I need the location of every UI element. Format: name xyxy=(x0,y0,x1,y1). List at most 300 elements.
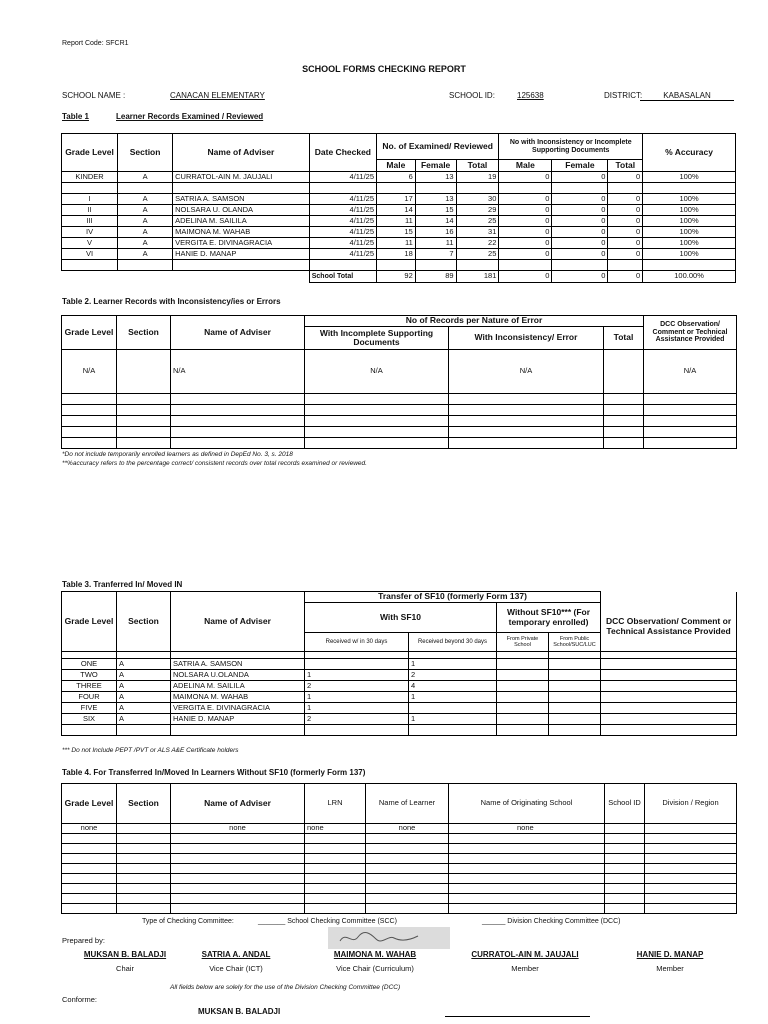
table1-label: Table 1 xyxy=(62,112,89,121)
t4-empty-cell xyxy=(645,854,737,864)
conforme-name: MUKSAN B. BALADJI xyxy=(198,1007,281,1016)
prepared-by-label: Prepared by: xyxy=(62,936,105,945)
t2-cell-inconsistency: N/A xyxy=(449,350,604,394)
dcc-note: All fields below are solely for the use of the Division Checking Committee (DCC) xyxy=(170,984,401,991)
t4-empty-cell xyxy=(171,894,305,904)
t1-row xyxy=(62,249,736,260)
t4-empty-cell xyxy=(305,884,366,894)
t3-row xyxy=(62,659,737,670)
t2-empty-cell xyxy=(644,438,737,449)
handwritten-signature xyxy=(328,927,450,949)
t1-cell-total: 30 xyxy=(456,194,499,205)
t1-total-i-male: 0 xyxy=(499,271,552,283)
t1-cell-adviser: VERGITA E. DIVINAGRACIA xyxy=(173,238,310,249)
t4-empty-cell xyxy=(117,864,171,874)
t1-cell-i-female: 0 xyxy=(552,227,608,238)
t1-cell-i-total: 0 xyxy=(608,227,643,238)
t1-cell-section: A xyxy=(118,227,173,238)
t1-cell-acc: 100% xyxy=(643,194,736,205)
t2-empty-cell xyxy=(117,394,171,405)
t1-cell-date: 4/11/25 xyxy=(309,216,376,227)
t4-empty-cell xyxy=(305,844,366,854)
signatory-3-role: Vice Chair (Curriculum) xyxy=(336,964,414,973)
t1-cell-i-male: 0 xyxy=(499,205,552,216)
t1-cell-section: A xyxy=(118,205,173,216)
t1-cell-female xyxy=(415,183,456,194)
t4-empty-cell xyxy=(171,844,305,854)
t3-empty-cell xyxy=(549,659,601,670)
t1-cell-i-total: 0 xyxy=(608,216,643,227)
t3-header-received30: Received w/ in 30 days xyxy=(305,633,409,652)
t1-cell-date: 4/11/25 xyxy=(309,249,376,260)
t4-empty-cell xyxy=(449,904,605,914)
t1-cell-adviser: SATRIA A. SAMSON xyxy=(173,194,310,205)
t1-cell-acc: 100% xyxy=(643,249,736,260)
t1-cell-male: 11 xyxy=(377,238,416,249)
table2-note1: *Do not include temporarily enrolled learners as defined in DepEd No. 3, s. 2018 xyxy=(62,451,293,458)
t1-cell-male: 6 xyxy=(377,172,416,183)
t3-empty-cell xyxy=(601,692,737,703)
t4-empty-cell xyxy=(605,904,645,914)
t1-cell-grade xyxy=(62,183,118,194)
t1-cell-i-total xyxy=(608,183,643,194)
t2-cell-grade: N/A xyxy=(62,350,117,394)
t2-empty-cell xyxy=(171,438,305,449)
t1-header-i-total: Total xyxy=(608,160,643,172)
report-code: Report Code: SFCR1 xyxy=(62,40,129,47)
t1-cell-i-total: 0 xyxy=(608,238,643,249)
t4-empty-cell xyxy=(366,884,449,894)
t1-cell-female: 7 xyxy=(415,249,456,260)
t1-cell-female: 13 xyxy=(415,194,456,205)
t4-empty-cell xyxy=(117,874,171,884)
t4-empty-row xyxy=(62,884,737,894)
t4-empty-cell xyxy=(171,864,305,874)
t1-cell-acc: 100% xyxy=(643,205,736,216)
conforme-label: Conforme: xyxy=(62,995,98,1004)
t2-cell-incomplete: N/A xyxy=(305,350,449,394)
t1-cell-acc: 100% xyxy=(643,216,736,227)
t3-cell-r30: 1 xyxy=(305,670,409,681)
t4-empty-cell xyxy=(171,834,305,844)
t1-cell-i-male: 0 xyxy=(499,216,552,227)
t4-cell-origin: none xyxy=(449,824,605,834)
t1-header-i-female: Female xyxy=(552,160,608,172)
t2-empty-cell xyxy=(604,427,644,438)
t3-cell-grade: SIX xyxy=(62,714,117,725)
t3-cell-beyond: 1 xyxy=(409,692,497,703)
t4-empty-row xyxy=(62,864,737,874)
t2-empty-cell xyxy=(171,405,305,416)
t1-cell-male: 17 xyxy=(377,194,416,205)
t4-header-adviser: Name of Adviser xyxy=(171,784,305,824)
t1-header-inconsistency: No with Inconsistency or Incomplete Supporting Documents xyxy=(499,134,643,160)
t2-empty-cell xyxy=(305,416,449,427)
conforme-signature-line xyxy=(445,1016,590,1017)
t1-cell-date: 4/11/25 xyxy=(309,238,376,249)
t1-cell-grade: II xyxy=(62,205,118,216)
t3-header-public: From Public School/SUC/LUC xyxy=(549,633,601,652)
t4-header-lrn: LRN xyxy=(305,784,366,824)
t4-cell-grade: none xyxy=(62,824,117,834)
t2-header-grade: Grade Level xyxy=(62,316,117,350)
t1-cell-section: A xyxy=(118,194,173,205)
t1-cell-acc xyxy=(643,183,736,194)
t4-empty-cell xyxy=(305,904,366,914)
t2-cell-adviser: N/A xyxy=(171,350,305,394)
t4-empty-cell xyxy=(366,894,449,904)
t2-cell-dcc: N/A xyxy=(644,350,737,394)
t1-cell-adviser xyxy=(173,183,310,194)
t1-cell-adviser: HANIE D. MANAP xyxy=(173,249,310,260)
t4-cell-learner: none xyxy=(366,824,449,834)
t4-empty-cell xyxy=(605,844,645,854)
t1-row xyxy=(62,216,736,227)
t3-header-with: With SF10 xyxy=(305,603,497,633)
t4-empty-cell xyxy=(449,894,605,904)
t1-cell-i-total: 0 xyxy=(608,194,643,205)
t4-empty-cell xyxy=(605,894,645,904)
t1-cell-total: 25 xyxy=(456,249,499,260)
t1-cell-i-male: 0 xyxy=(499,249,552,260)
t2-header-nature: No of Records per Nature of Error xyxy=(305,316,644,327)
t4-empty-cell xyxy=(605,874,645,884)
t1-cell-date xyxy=(309,183,376,194)
t4-empty-cell xyxy=(62,844,117,854)
t1-cell-total: 31 xyxy=(456,227,499,238)
t1-total-i-total: 0 xyxy=(608,271,643,283)
table3-title: Table 3. Tranferred In/ Moved IN xyxy=(62,580,183,589)
t2-empty-cell xyxy=(171,427,305,438)
t1-cell-i-total xyxy=(608,260,643,271)
t4-empty-cell xyxy=(62,904,117,914)
t1-cell-grade: KINDER xyxy=(62,172,118,183)
t1-cell-female: 11 xyxy=(415,238,456,249)
t1-total-total: 181 xyxy=(456,271,499,283)
t4-empty-cell xyxy=(366,834,449,844)
t3-cell-adviser: ADELINA M. SAILILA xyxy=(171,681,305,692)
t1-cell-total xyxy=(456,260,499,271)
t1-row xyxy=(62,238,736,249)
t4-empty-row xyxy=(62,904,737,914)
t2-header-section: Section xyxy=(117,316,171,350)
t4-header-division: Division / Region xyxy=(645,784,737,824)
t4-empty-cell xyxy=(171,904,305,914)
t2-header-incomplete: With Incomplete Supporting Documents xyxy=(305,327,449,350)
t1-cell-grade: IV xyxy=(62,227,118,238)
t3-cell-adviser: VERGITA E. DIVINAGRACIA xyxy=(171,703,305,714)
t4-empty-cell xyxy=(305,854,366,864)
t4-empty-row xyxy=(62,854,737,864)
signatory-1-role: Chair xyxy=(116,964,134,973)
t2-empty-cell xyxy=(171,416,305,427)
t3-cell-adviser: NOLSARA U.OLANDA xyxy=(171,670,305,681)
t3-row xyxy=(62,681,737,692)
t1-cell-i-female xyxy=(552,260,608,271)
t3-empty-cell xyxy=(497,681,549,692)
t1-cell-grade xyxy=(62,260,118,271)
t3-empty-cell xyxy=(549,692,601,703)
t2-empty-row xyxy=(62,427,737,438)
t1-cell-grade: III xyxy=(62,216,118,227)
t1-cell-i-male: 0 xyxy=(499,238,552,249)
t1-cell-i-male: 0 xyxy=(499,227,552,238)
t1-cell-acc xyxy=(643,260,736,271)
t3-header-beyond30: Received beyond 30 days xyxy=(409,633,497,652)
t4-empty-cell xyxy=(117,904,171,914)
t2-empty-cell xyxy=(62,405,117,416)
t4-empty-cell xyxy=(305,864,366,874)
t1-cell-i-female: 0 xyxy=(552,172,608,183)
t3-cell-beyond: 4 xyxy=(409,681,497,692)
t1-cell-adviser: CURRATOL-AIN M. JAUJALI xyxy=(173,172,310,183)
t4-header-section: Section xyxy=(117,784,171,824)
t4-empty-cell xyxy=(117,884,171,894)
t1-header-date: Date Checked xyxy=(309,134,376,172)
t4-header-grade: Grade Level xyxy=(62,784,117,824)
t1-cell-section: A xyxy=(118,172,173,183)
t3-cell-section: A xyxy=(117,670,171,681)
table2-note2: **%accuracy refers to the percentage correct/ consistent records over total records examined or reviewed. xyxy=(62,460,367,467)
t1-cell-adviser: NOLSARA U. OLANDA xyxy=(173,205,310,216)
t3-cell-r30: 1 xyxy=(305,703,409,714)
t1-cell-i-male xyxy=(499,260,552,271)
t3-row xyxy=(62,703,737,714)
t4-empty-cell xyxy=(645,834,737,844)
t1-cell-male xyxy=(377,260,416,271)
t1-cell-grade: I xyxy=(62,194,118,205)
t3-cell-section: A xyxy=(117,659,171,670)
t2-empty-cell xyxy=(62,427,117,438)
t1-cell-i-female: 0 xyxy=(552,249,608,260)
t4-empty-cell xyxy=(645,884,737,894)
table2-title: Table 2. Learner Records with Inconsistency/ies or Errors xyxy=(62,297,281,306)
t1-cell-male: 14 xyxy=(377,205,416,216)
t4-empty-cell xyxy=(305,834,366,844)
t1-cell-date: 4/11/25 xyxy=(309,194,376,205)
school-id-value: 125638 xyxy=(517,91,544,100)
t1-cell-i-male: 0 xyxy=(499,172,552,183)
t1-cell-i-total: 0 xyxy=(608,205,643,216)
t3-row xyxy=(62,714,737,725)
committee-scc: _______ School Checking Committee (SCC) xyxy=(258,918,397,925)
t4-empty-cell xyxy=(605,864,645,874)
t3-empty-cell xyxy=(549,714,601,725)
t3-empty-cell xyxy=(497,670,549,681)
t2-empty-cell xyxy=(644,405,737,416)
t4-empty-cell xyxy=(117,854,171,864)
t4-empty-cell xyxy=(366,874,449,884)
t1-cell-section: A xyxy=(118,216,173,227)
t2-empty-cell xyxy=(449,438,604,449)
t1-total-accuracy: 100.00% xyxy=(643,271,736,283)
t1-cell-i-total: 0 xyxy=(608,172,643,183)
t1-cell-i-female: 0 xyxy=(552,194,608,205)
t3-empty-cell xyxy=(601,703,737,714)
t2-empty-cell xyxy=(604,405,644,416)
t1-cell-i-male: 0 xyxy=(499,194,552,205)
t4-empty-cell xyxy=(62,834,117,844)
t1-cell-male: 15 xyxy=(377,227,416,238)
t3-cell-adviser: MAIMONA M. WAHAB xyxy=(171,692,305,703)
t1-cell-grade: VI xyxy=(62,249,118,260)
t2-empty-cell xyxy=(117,416,171,427)
t4-header-origin: Name of Originating School xyxy=(449,784,605,824)
t3-empty-cell xyxy=(497,692,549,703)
t1-header-examined: No. of Examined/ Reviewed xyxy=(377,134,499,160)
t4-empty-cell xyxy=(449,884,605,894)
t1-total-label: School Total xyxy=(309,271,376,283)
school-name-value: CANACAN ELEMENTARY xyxy=(170,91,265,100)
t1-cell-total: 29 xyxy=(456,205,499,216)
t1-row xyxy=(62,260,736,271)
t3-header-adviser: Name of Adviser xyxy=(171,592,305,652)
t1-cell-male: 18 xyxy=(377,249,416,260)
t4-empty-cell xyxy=(605,884,645,894)
table4-title: Table 4. For Transferred In/Moved In Learners Without SF10 (formerly Form 137) xyxy=(62,768,366,777)
t1-cell-female: 16 xyxy=(415,227,456,238)
t4-empty-cell xyxy=(645,844,737,854)
t4-empty-cell xyxy=(366,904,449,914)
t3-empty-cell xyxy=(601,714,737,725)
t4-empty-cell xyxy=(605,854,645,864)
t2-header-inconsistency: With Inconsistency/ Error xyxy=(449,327,604,350)
t4-empty-cell xyxy=(117,894,171,904)
t3-cell-grade: TWO xyxy=(62,670,117,681)
t3-empty-cell xyxy=(549,681,601,692)
t4-empty-cell xyxy=(62,884,117,894)
t3-empty-cell xyxy=(601,681,737,692)
t1-row xyxy=(62,194,736,205)
t1-row xyxy=(62,172,736,183)
t3-header-without: Without SF10*** (For temporary enrolled) xyxy=(497,603,601,633)
t4-empty-row xyxy=(62,894,737,904)
t2-empty-row xyxy=(62,438,737,449)
t2-empty-cell xyxy=(171,394,305,405)
t1-total-female: 89 xyxy=(415,271,456,283)
t1-header-section: Section xyxy=(118,134,173,172)
t3-empty-cell xyxy=(497,714,549,725)
t1-header-female: Female xyxy=(415,160,456,172)
t1-cell-section xyxy=(118,183,173,194)
t3-cell-beyond: 2 xyxy=(409,670,497,681)
t1-cell-female: 14 xyxy=(415,216,456,227)
t2-empty-cell xyxy=(62,416,117,427)
t3-header-transfer: Transfer of SF10 (formerly Form 137) xyxy=(305,592,601,603)
t1-cell-female: 13 xyxy=(415,172,456,183)
t3-header-dcc: DCC Observation/ Comment or Technical Assistance Provided xyxy=(601,603,737,652)
t4-empty-cell xyxy=(605,834,645,844)
t4-empty-cell xyxy=(449,844,605,854)
t3-cell-section: A xyxy=(117,692,171,703)
signatory-3-name: MAIMONA M. WAHAB xyxy=(333,950,417,959)
t3-cell-grade: THREE xyxy=(62,681,117,692)
signatory-2-name: SATRIA A. ANDAL xyxy=(201,950,271,959)
t2-empty-cell xyxy=(644,416,737,427)
committee-label: Type of Checking Committee: xyxy=(142,918,234,925)
table1-subtitle: Learner Records Examined / Reviewed xyxy=(116,112,264,121)
signatory-4-role: Member xyxy=(511,964,539,973)
t3-cell-beyond xyxy=(409,703,497,714)
t4-empty-row xyxy=(62,834,737,844)
t1-cell-section: A xyxy=(118,238,173,249)
t3-cell-beyond: 1 xyxy=(409,659,497,670)
t4-empty-cell xyxy=(645,874,737,884)
t3-empty-cell xyxy=(497,659,549,670)
t4-empty-cell xyxy=(645,904,737,914)
t4-empty-cell xyxy=(117,844,171,854)
t2-empty-cell xyxy=(644,394,737,405)
t1-cell-section: A xyxy=(118,249,173,260)
t1-cell-i-female: 0 xyxy=(552,238,608,249)
t1-cell-date xyxy=(309,260,376,271)
t2-empty-cell xyxy=(449,427,604,438)
signatory-4-name: CURRATOL-AIN M. JAUJALI xyxy=(471,950,579,959)
table2 xyxy=(61,315,737,449)
t1-cell-adviser: MAIMONA M. WAHAB xyxy=(173,227,310,238)
school-id-label: SCHOOL ID: xyxy=(449,91,495,100)
t3-empty-cell xyxy=(601,670,737,681)
school-name-label: SCHOOL NAME : xyxy=(62,91,126,100)
t1-cell-date: 4/11/25 xyxy=(309,227,376,238)
t2-header-total: Total xyxy=(604,327,644,350)
t4-empty-cell xyxy=(645,864,737,874)
signatory-5-role: Member xyxy=(656,964,684,973)
t1-cell-i-female: 0 xyxy=(552,216,608,227)
t1-cell-total: 19 xyxy=(456,172,499,183)
signatory-5-name: HANIE D. MANAP xyxy=(636,950,704,959)
t4-empty-cell xyxy=(171,884,305,894)
t4-empty-row xyxy=(62,844,737,854)
t3-cell-beyond: 1 xyxy=(409,714,497,725)
district-label: DISTRICT: xyxy=(604,91,643,100)
t1-header-total: Total xyxy=(456,160,499,172)
t4-empty-cell xyxy=(171,874,305,884)
t1-header-i-male: Male xyxy=(499,160,552,172)
t2-empty-cell xyxy=(117,427,171,438)
t4-empty-cell xyxy=(645,894,737,904)
t1-header-adviser: Name of Adviser xyxy=(173,134,310,172)
t4-empty-cell xyxy=(62,854,117,864)
t2-empty-cell xyxy=(449,416,604,427)
t1-cell-date: 4/11/25 xyxy=(309,205,376,216)
t1-cell-grade: V xyxy=(62,238,118,249)
t3-empty-cell xyxy=(549,703,601,714)
t3-header-private: From Private School xyxy=(497,633,549,652)
t2-empty-row xyxy=(62,394,737,405)
district-value: KABASALAN xyxy=(640,91,734,101)
t3-empty-cell xyxy=(601,659,737,670)
t2-empty-cell xyxy=(604,438,644,449)
t3-cell-adviser: HANIE D. MANAP xyxy=(171,714,305,725)
t3-row xyxy=(62,670,737,681)
t1-cell-acc: 100% xyxy=(643,172,736,183)
t2-empty-cell xyxy=(604,394,644,405)
t1-row xyxy=(62,205,736,216)
t1-header-accuracy: % Accuracy xyxy=(643,134,736,172)
t4-empty-cell xyxy=(171,854,305,864)
t4-cell-lrn: none xyxy=(305,824,366,834)
t2-empty-cell xyxy=(305,438,449,449)
t4-empty-cell xyxy=(366,844,449,854)
committee-dcc: ______ Division Checking Committee (DCC) xyxy=(482,918,621,925)
t3-cell-grade: FOUR xyxy=(62,692,117,703)
t1-cell-total: 22 xyxy=(456,238,499,249)
t1-cell-date: 4/11/25 xyxy=(309,172,376,183)
t2-empty-row xyxy=(62,416,737,427)
t1-cell-i-male xyxy=(499,183,552,194)
t2-header-adviser: Name of Adviser xyxy=(171,316,305,350)
